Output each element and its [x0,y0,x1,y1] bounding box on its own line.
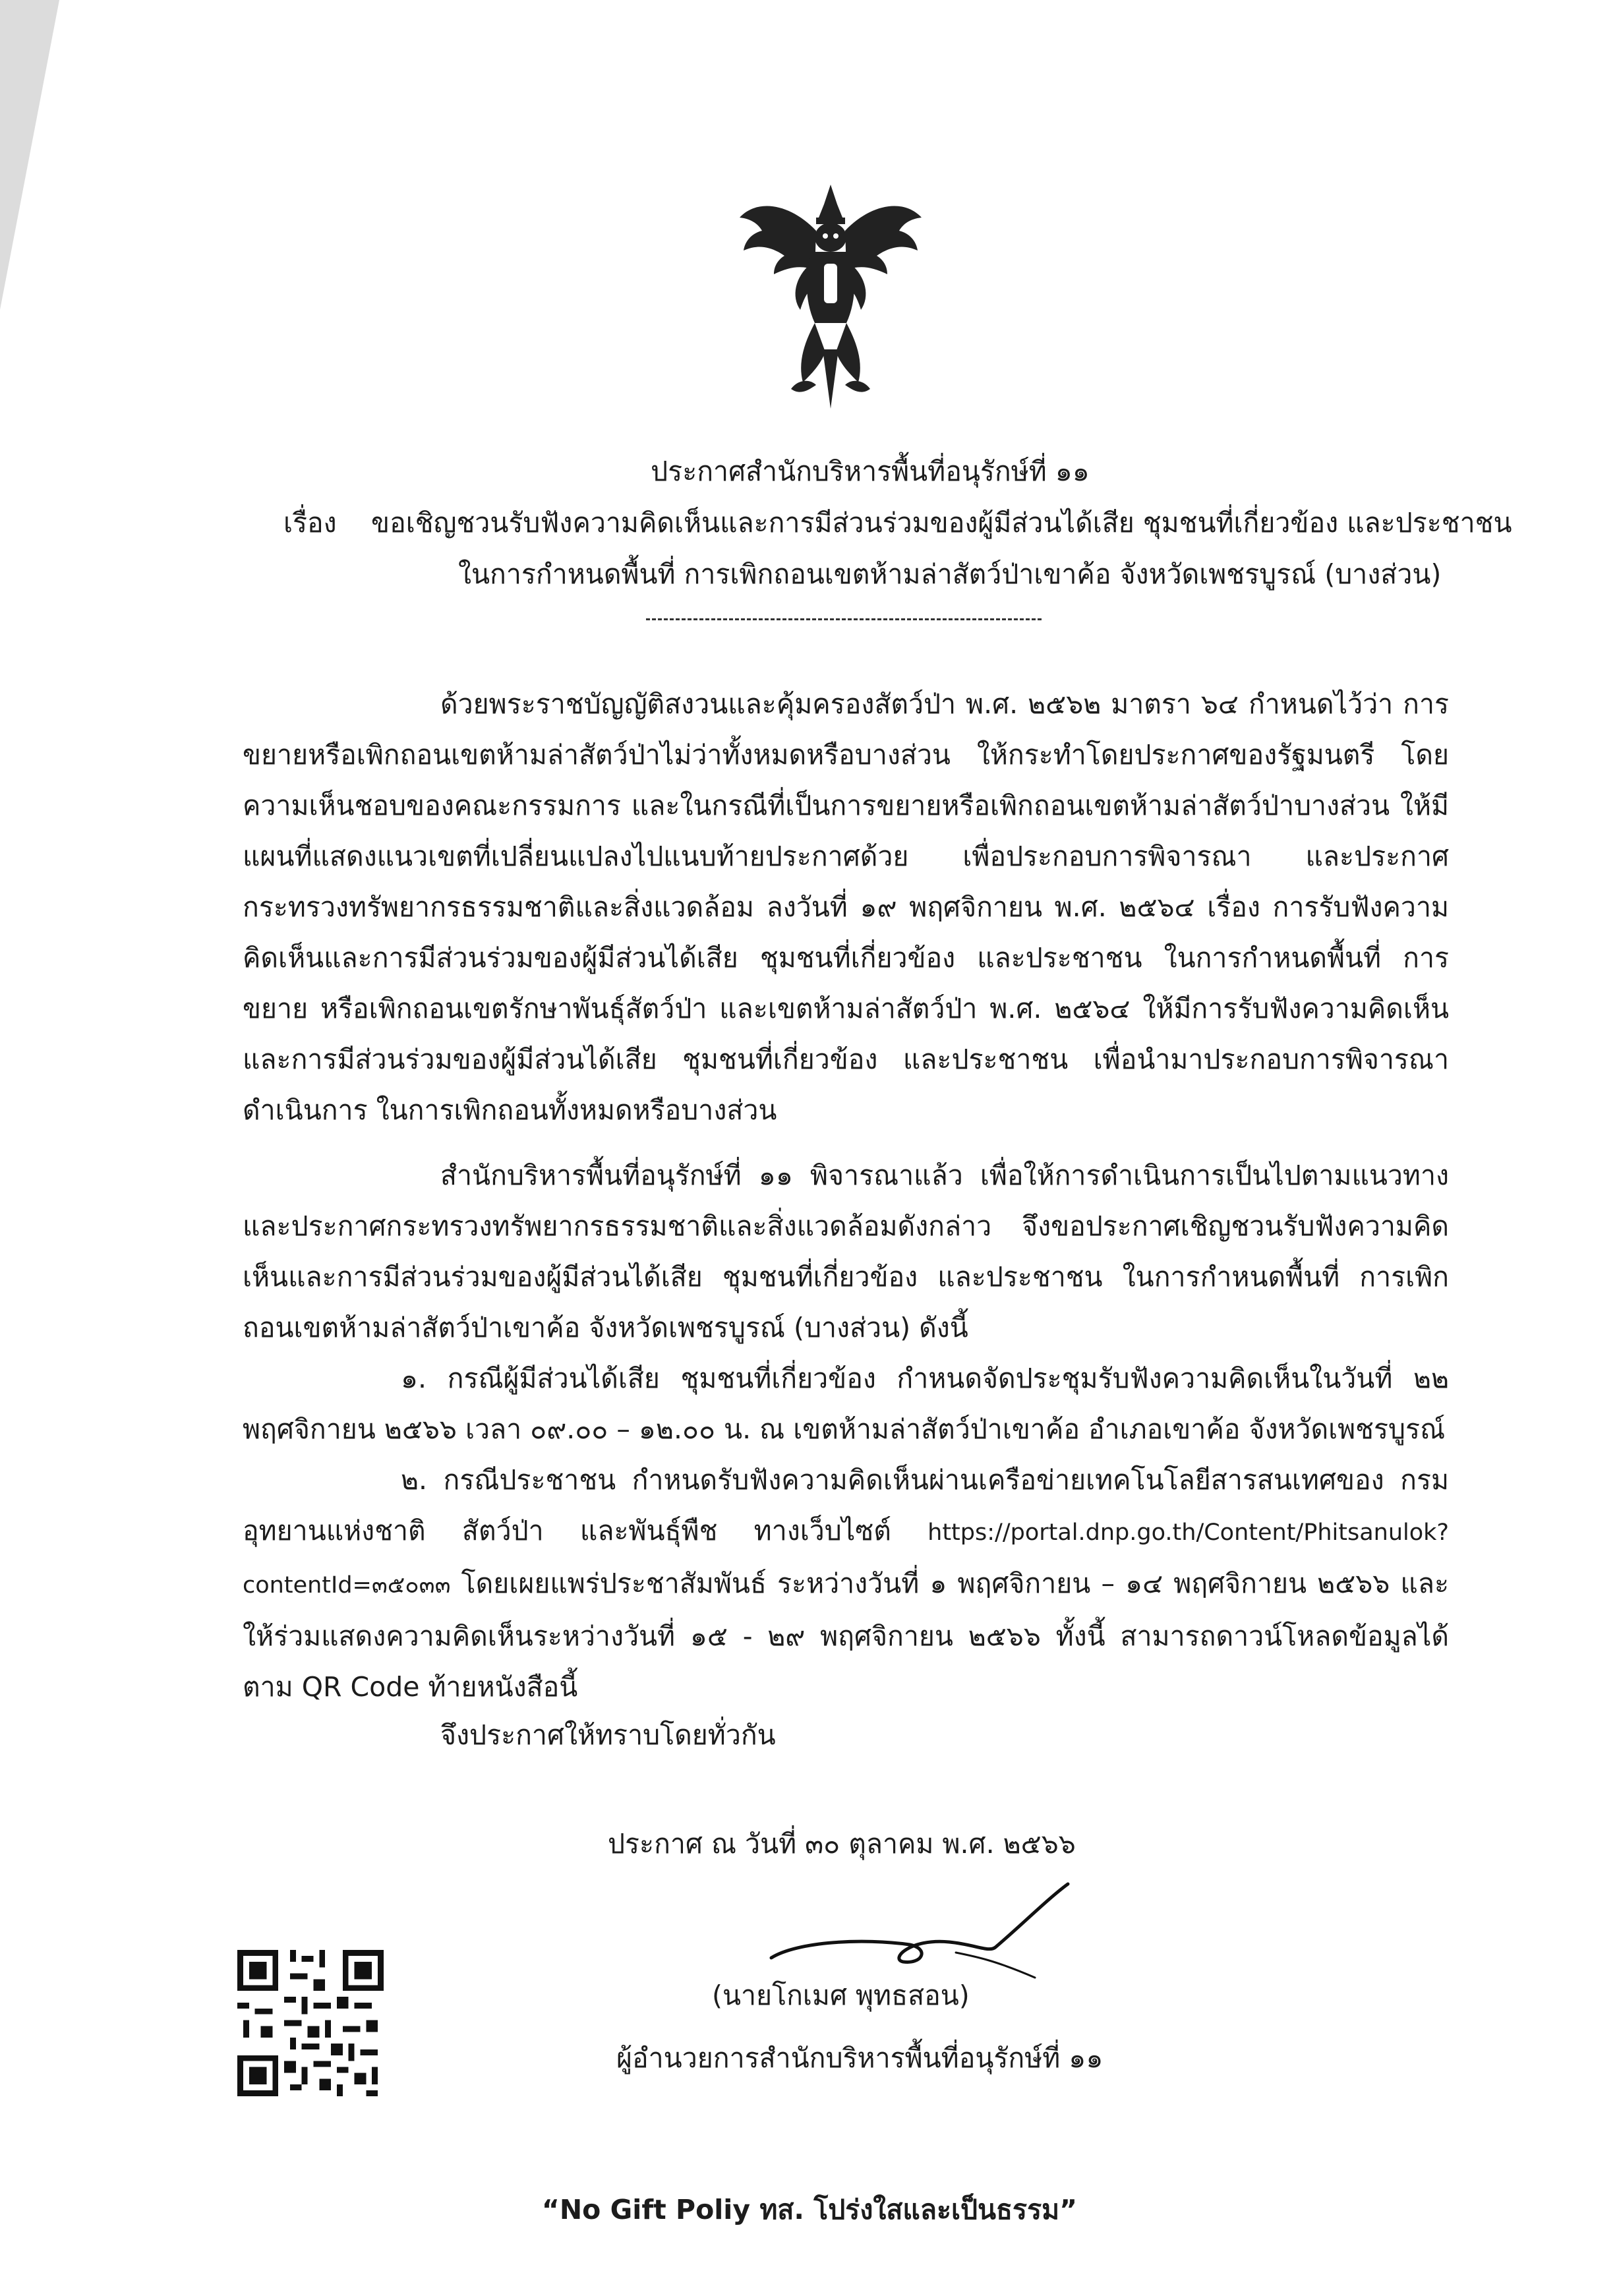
subject-label: เรื่อง [283,507,337,539]
body-item-1: ๑. กรณีผู้มีส่วนได้เสีย ชุมชนที่เกี่ยวข้อง กำหนดจัดประชุมรับฟังความคิดเห็นในวันที่ ๒๒ พฤศจิกายน ๒๕๖๖ เวลา ๐๙.๐๐ – ๑๒.๐๐ น. ณ เขตห้ามล่าสัตว์ป่าเขาค้อ อำเภอเขาค้อ จังหวัดเพชรบูรณ์ [243,1363,1449,1445]
website-link[interactable]: https://portal.dnp.go.th/Content/Phitsanulok?contentId=๓๕๐๓๓ [243,1519,1449,1599]
garuda-emblem-icon [732,178,929,415]
paper-corner-fold [0,0,59,310]
subject-text-1: ขอเชิญชวนรับฟังความคิดเห็นและการมีส่วนร่วมของผู้มีส่วนได้เสีย ชุมชนที่เกี่ยวข้อง และประชาชน [371,507,1512,539]
closing-statement: จึงประกาศให้ทราบโดยทั่วกัน [440,1719,776,1751]
qr-code-icon[interactable] [237,1950,384,2096]
announcement-date: ประกาศ ณ วันที่ ๓๐ ตุลาคม พ.ศ. ๒๕๖๖ [608,1828,1076,1860]
footer-slogan: “No Gift Poliy ทส. โปร่งใสและเป็นธรรม” [541,2194,1078,2225]
subject-line-1 [283,497,1512,548]
signatory-name: (นายโกเมศ พุทธสอน) [712,1980,970,2011]
body-paragraph-2: สำนักบริหารพื้นที่อนุรักษ์ที่ ๑๑ พิจารณาแล้ว เพื่อให้การดำเนินการเป็นไปตามแนวทางและประกาศกระทรวงทรัพยากรธรรมชาติและสิ่งแวดล้อมดังกล่าว จึงขอประกาศเชิญชวนรับฟังความคิดเห็นและการมีส่วนร่วมของผู้มีส่วนได้เสีย ชุมชนที่เกี่ยวข้อง และประชาชน ในการกำหนดพื้นที่ การเพิกถอนเขตห้ามล่าสัตว์ป่าเขาค้อ จังหวัดเพชรบูรณ์ (บางส่วน) ดังนี้ [243,1160,1449,1343]
announcement-header [283,446,1512,600]
signatory-title: ผู้อำนวยการสำนักบริหารพื้นที่อนุรักษ์ที่ ๑๑ [616,2042,1104,2074]
body-item-2-text: ๒. กรณีประชาชน กำหนดรับฟังความคิดเห็นผ่านเครือข่ายเทคโนโลยีสารสนเทศของ กรมอุทยานแห่งชาติ สัตว์ป่า และพันธุ์พืช ทางเว็บไซต์ [243,1464,1449,1546]
body-paragraph-1: ด้วยพระราชบัญญัติสงวนและคุ้มครองสัตว์ป่า พ.ศ. ๒๕๖๒ มาตรา ๖๔ กำหนดไว้ว่า การขยายหรือเพิกถอนเขตห้ามล่าสัตว์ป่าไม่ว่าทั้งหมดหรือบางส่วน ให้กระทำโดยประกาศของรัฐมนตรี โดยความเห็นชอบของคณะกรรมการ และในกรณีที่เป็นการขยายหรือเพิกถอนเขตห้ามล่าสัตว์ป่าบางส่วน ให้มีแผนที่แสดงแนวเขตที่เปลี่ยนแปลงไปแนบท้ายประกาศด้วย เพื่อประกอบการพิจารณา และประกาศกระทรวงทรัพยากรธรรมชาติและสิ่งแวดล้อม ลงวันที่ ๑๙ พฤศจิกายน พ.ศ. ๒๕๖๔ เรื่อง การรับฟังความคิดเห็นและการมีส่วนร่วมของผู้มีส่วนได้เสีย ชุมชนที่เกี่ยวข้อง และประชาชน ในการกำหนดพื้นที่ การขยาย หรือเพิกถอนเขตรักษาพันธุ์สัตว์ป่า และเขตห้ามล่าสัตว์ป่า พ.ศ. ๒๕๖๔ ให้มีการรับฟังความคิดเห็นและการมีส่วนร่วมของผู้มีส่วนได้เสีย ชุมชนที่เกี่ยวข้อง และประชาชน เพื่อนำมาประกอบการพิจารณาดำเนินการ ในการเพิกถอนทั้งหมดหรือบางส่วน [243,688,1449,1126]
body-item-2-text-cont: โดยเผยแพร่ประชาสัมพันธ์ ระหว่างวันที่ ๑ พฤศจิกายน – ๑๔ พฤศจิกายน ๒๕๖๖ และให้ร่วมแสดงความคิดเห็นระหว่างวันที่ ๑๕ - ๒๙ พฤศจิกายน ๒๕๖๖ ทั้งนี้ สามารถดาวน์โหลดข้อมูลได้ตาม QR Code ท้ายหนังสือนี้ [243,1568,1449,1703]
announcement-body [243,679,1449,1713]
announcement-title: ประกาศสำนักบริหารพื้นที่อนุรักษ์ที่ ๑๑ [651,456,1090,487]
body-item-2 [243,1455,1449,1713]
header-divider [646,618,1042,620]
subject-line-2: ในการกำหนดพื้นที่ การเพิกถอนเขตห้ามล่าสัตว์ป่าเขาค้อ จังหวัดเพชรบูรณ์ (บางส่วน) [458,558,1442,590]
